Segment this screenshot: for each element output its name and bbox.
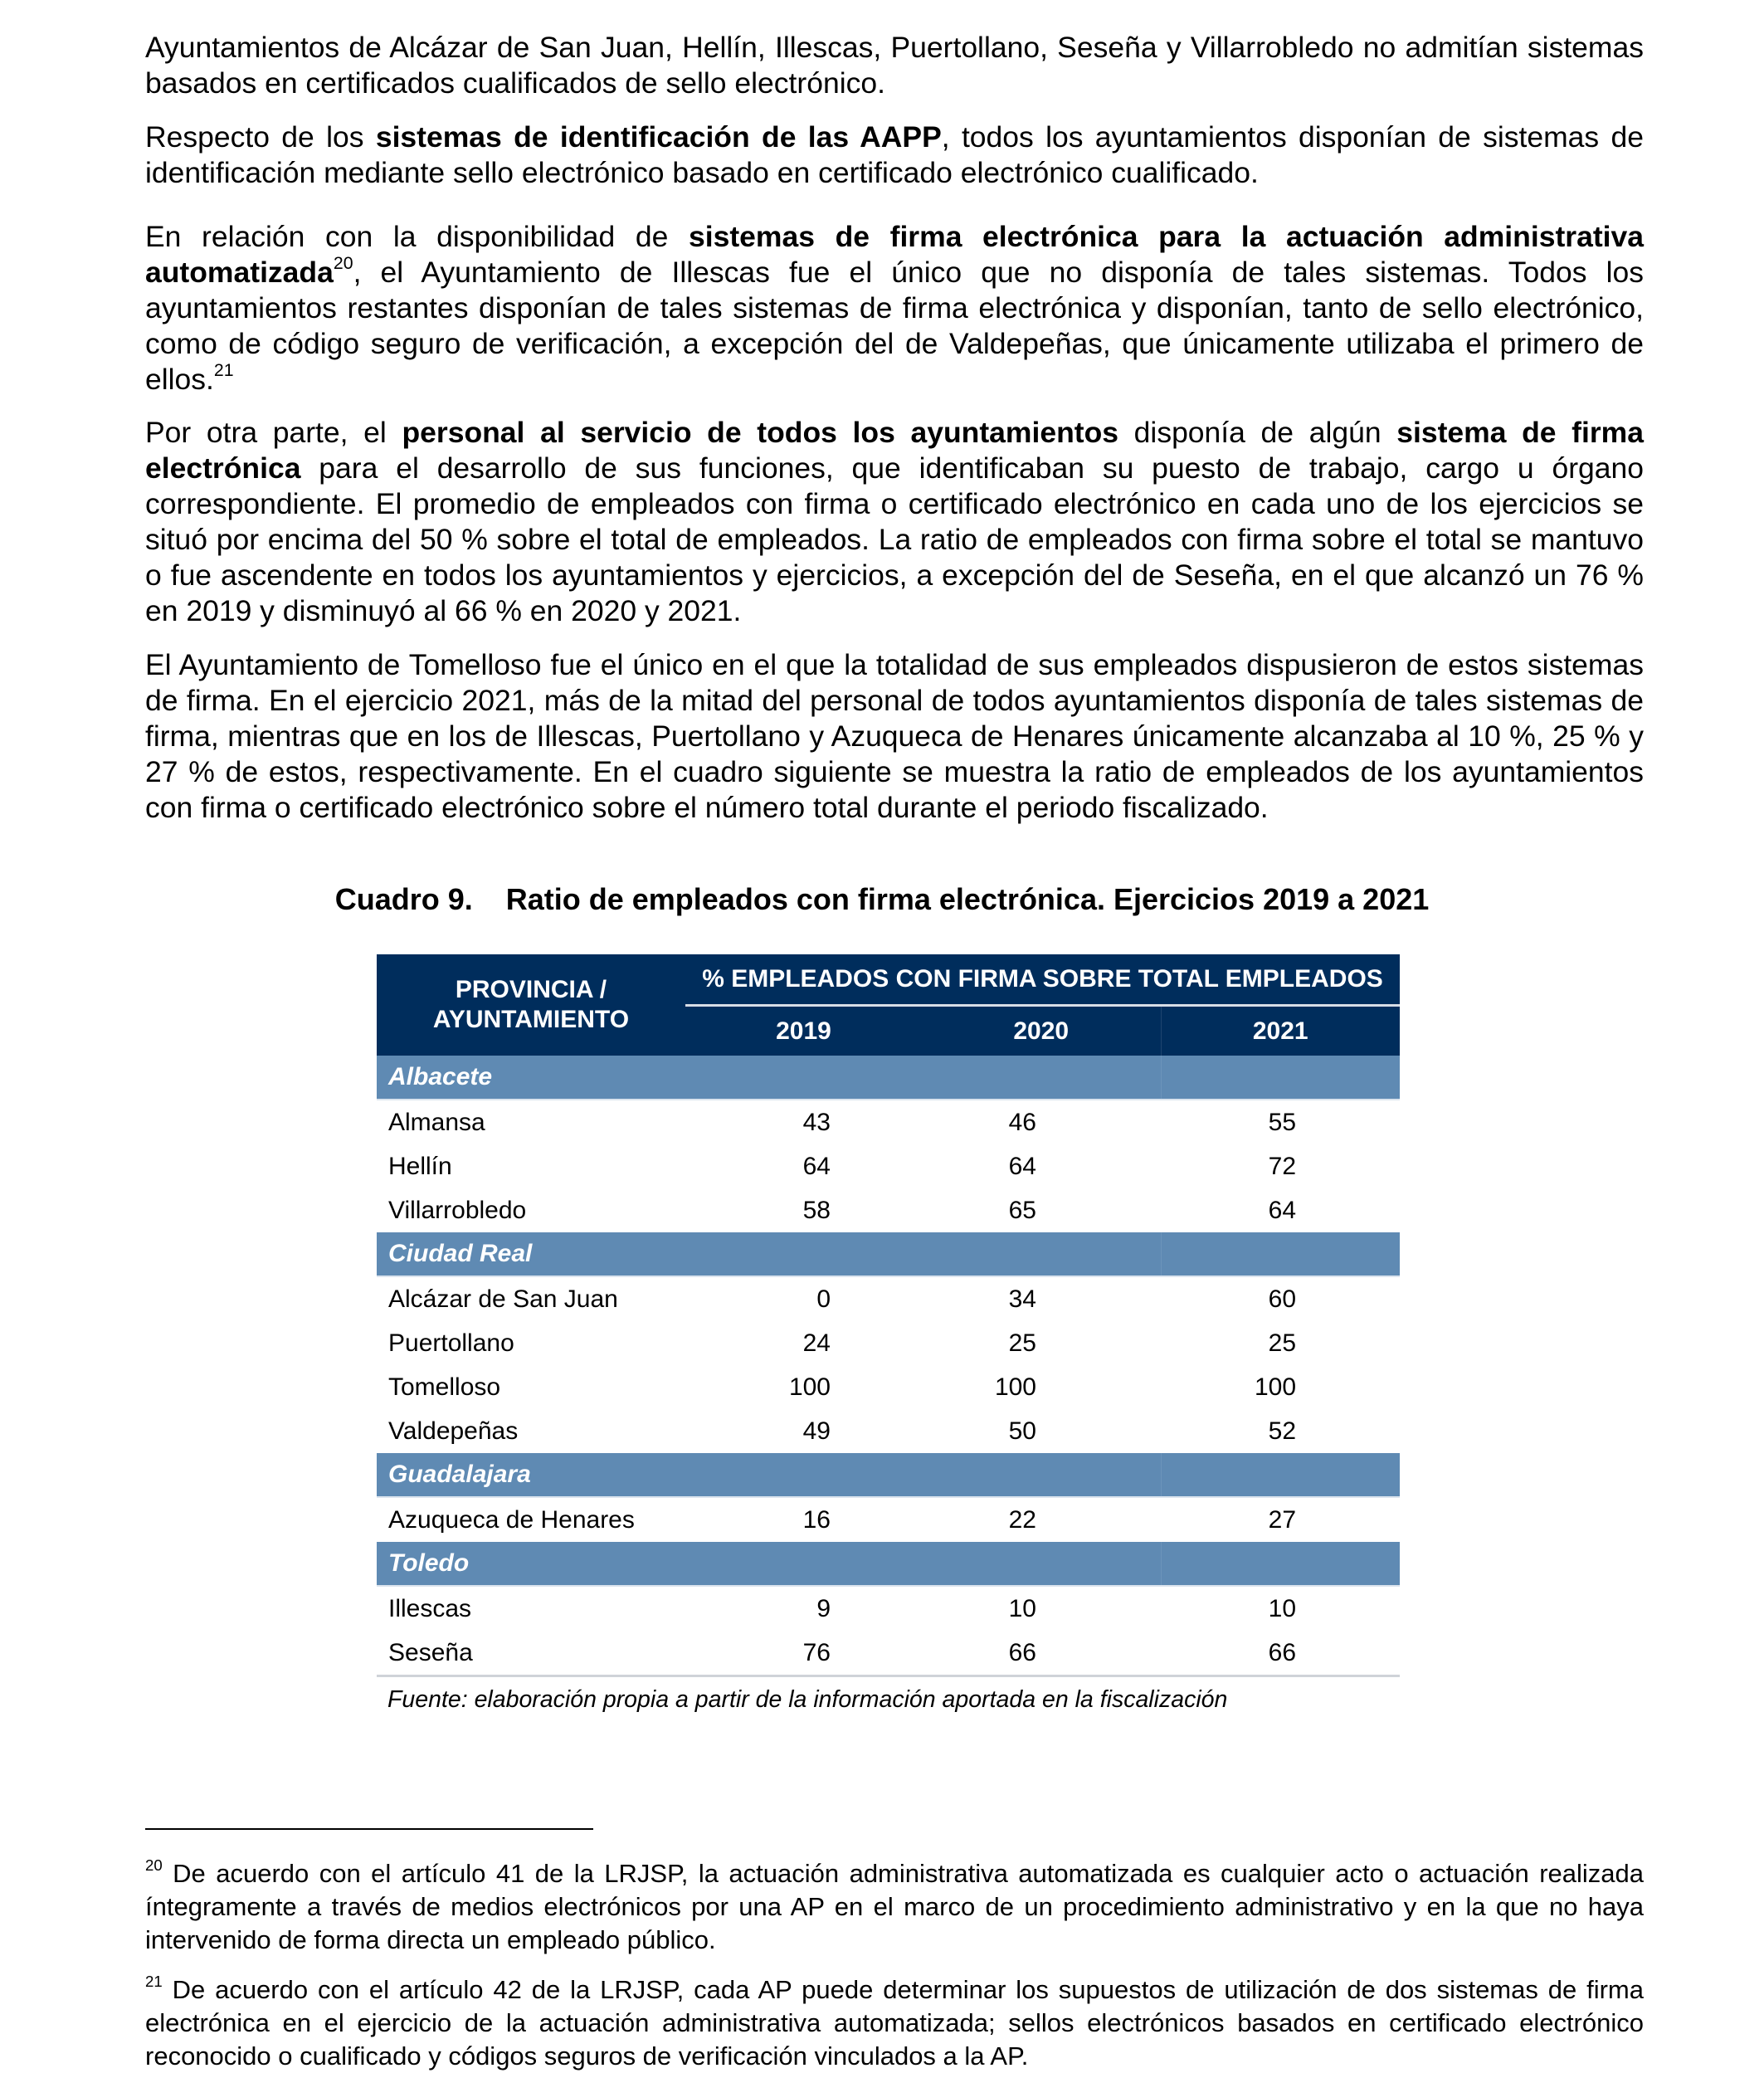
paragraph-text: Por otra parte, el [145,416,402,449]
ayuntamiento-name: Hellín [388,1152,452,1180]
table-row [377,1321,1400,1365]
footnote-text: De acuerdo con el artículo 41 de la LRJSP, la actuación administrativa automatizada es cualquier acto o actuación realizada íntegramente a través de medios electrónicos por una AP en el marco de un procedimiento administrativo y en la que no haya intervenido de forma directa un empleado público. [145,1859,1644,1954]
ayuntamiento-name: Puertollano [388,1329,514,1357]
value-2019: 24 [802,1329,831,1357]
table-row [377,1144,1400,1188]
paragraph-text: Respecto de los [145,120,376,154]
paragraph-text: Ayuntamientos de Alcázar de San Juan, Hellín, Illescas, Puertollano, Seseña y Villarrobledo no admitían sistemas basados en certificados cualificados de sello electrónico. [145,31,1644,100]
value-2020: 25 [1008,1329,1036,1357]
value-2021: 66 [1161,1631,1400,1676]
paragraph-text: El Ayuntamiento de Tomelloso fue el único en el que la totalidad de sus empleados dispusieron de estos sistemas de firma. En el ejercicio 2021, más de la mitad del personal de todos ayuntamientos disponía de tales sistemas de firma, mientras que en los de Illescas, Puertollano y Azuqueca de Henares únicamente alcanzaba al 10 %, 25 % y 27 % de estos, respectivamente. En el cuadro siguiente se muestra la ratio de empleados de los ayuntamientos con firma o certificado electrónico sobre el número total durante el periodo fiscalizado. [145,648,1644,824]
footnote-mark: 21 [145,1973,163,1991]
table-row [377,1586,1400,1631]
value-2019: 58 [802,1196,831,1224]
ayuntamiento-name: Almansa [388,1108,485,1136]
table-row [377,1409,1400,1453]
footnote-ref-21[interactable]: 21 [213,360,234,381]
value-2019: 43 [802,1108,831,1136]
table-caption [0,881,1764,918]
value-2019: 9 [816,1594,831,1622]
province-row [377,1056,1400,1100]
footnote-20 [145,1857,1644,1957]
value-2019: 100 [788,1373,831,1401]
paragraph-text: , el Ayuntamiento de Illescas fue el único que no disponía de tales sistemas. Todos los ayuntamientos restantes disponían de tales sistemas de firma electrónica y disponían, tanto de sello electrónico, como de código seguro de verificación, a excepción del de Valdepeñas, que únicamente utilizaba el primero de ellos. [145,256,1644,396]
paragraph-text: En relación con la disponibilidad de [145,220,689,253]
footnote-separator [145,1828,593,1830]
paragraph-sello-electronico [145,30,1644,101]
table-row [377,1365,1400,1409]
ayuntamiento-name: Alcázar de San Juan [388,1285,618,1313]
table-source-note: Fuente: elaboración propia a partir de la información aportada en la fiscalización [387,1686,1228,1713]
header-label-line2: AYUNTAMIENTO [432,1006,630,1033]
footnote-mark: 20 [145,1856,163,1875]
value-2019: 64 [802,1152,831,1180]
table-row [377,1631,1400,1676]
value-2021: 25 [1268,1329,1297,1357]
paragraph-text: , todos los ayuntamientos disponían de sistemas de identificación mediante sello electrónico basado en certificado electrónico cualificado. [145,120,1644,189]
table-row [377,1100,1400,1144]
value-2019: 76 [685,1631,922,1676]
paragraph-personal-firma [145,415,1644,629]
value-2020: 22 [1008,1505,1036,1534]
footnote-text: De acuerdo con el artículo 42 de la LRJSP, cada AP puede determinar los supuestos de utilización de dos sistemas de firma electrónica en el ejercicio de la actuación administrativa automatizada; sellos electrónicos basados en certificado electrónico reconocido o cualificado y códigos seguros de verificación vinculados a la AP. [145,1975,1644,2071]
value-2019: 0 [816,1285,831,1313]
ayuntamiento-name: Villarrobledo [388,1196,527,1224]
value-2021: 55 [1268,1108,1297,1136]
employees-signature-table [377,954,1400,1677]
bold-term: sistemas de firma electrónica para la actuación administrativa automatizada [145,220,1645,289]
value-2021: 52 [1268,1417,1297,1445]
ayuntamiento-name: Azuqueca de Henares [388,1505,635,1534]
province-name: Ciudad Real [377,1232,685,1276]
footnote-21 [145,1973,1644,2073]
value-2021: 100 [1254,1373,1297,1401]
table-row [377,1276,1400,1321]
value-2020: 46 [1008,1108,1036,1136]
footnote-ref-20[interactable]: 20 [333,253,353,274]
value-2020: 64 [1008,1152,1036,1180]
header-group: % EMPLEADOS CON FIRMA SOBRE TOTAL EMPLEADOS [685,954,1400,1006]
bold-term: personal al servicio de todos los ayuntamientos [402,416,1119,449]
table-row [377,1188,1400,1232]
ayuntamiento-name: Valdepeñas [388,1417,519,1445]
value-2020: 65 [1008,1196,1036,1224]
value-2020: 10 [1008,1594,1036,1622]
province-name: Albacete [377,1056,685,1100]
value-2021: 10 [1268,1594,1297,1622]
paragraph-tomelloso [145,647,1644,826]
ayuntamiento-name: Tomelloso [388,1373,501,1401]
paragraph-text: para el desarrollo de sus funciones, que identificaban su puesto de trabajo, cargo u órgano correspondiente. El promedio de empleados con firma o certificado electrónico en cada uno de los ejercicios se situó por encima del 50 % sobre el total de empleados. La ratio de empleados con firma sobre el total se mantuvo o fue ascendente en todos los ayuntamientos y ejercicios, a excepción del de Seseña, en el que alcanzó un 76 % en 2019 y disminuyó al 66 % en 2020 y 2021. [145,451,1644,627]
value-2019: 16 [802,1505,831,1534]
caption-number: Cuadro 9. [334,882,473,916]
ayuntamiento-name: Seseña [377,1631,685,1676]
value-2020: 100 [994,1373,1036,1401]
value-2020: 50 [1008,1417,1036,1445]
header-label-line1: PROVINCIA / [455,976,607,1003]
value-2020: 66 [922,1631,1161,1676]
value-2021: 27 [1268,1505,1297,1534]
value-2021: 64 [1268,1196,1297,1224]
paragraph-identificacion-aapp [145,120,1644,191]
paragraph-text: disponía de algún [1118,416,1397,449]
ayuntamiento-name: Illescas [388,1594,472,1622]
table-row [377,1497,1400,1542]
value-2021: 72 [1268,1152,1297,1180]
value-2021: 60 [1268,1285,1297,1313]
header-year-2020: 2020 [922,1006,1161,1056]
header-year-2021: 2021 [1161,1006,1400,1056]
province-row [377,1453,1400,1497]
bold-term: sistemas de identificación de las AAPP [375,120,942,154]
header-year-2019: 2019 [685,1006,922,1056]
province-row [377,1542,1400,1586]
caption-title: Ratio de empleados con firma electrónica. Ejercicios 2019 a 2021 [505,882,1430,916]
bold-term: sistema de firma electrónica [145,416,1644,485]
province-name: Toledo [377,1542,685,1586]
header-provincia-ayuntamiento [377,954,685,1056]
value-2019: 49 [802,1417,831,1445]
province-row [377,1232,1400,1276]
value-2020: 34 [1008,1285,1036,1313]
paragraph-firma-actuacion-automatizada [145,219,1644,398]
province-name: Guadalajara [377,1453,685,1497]
